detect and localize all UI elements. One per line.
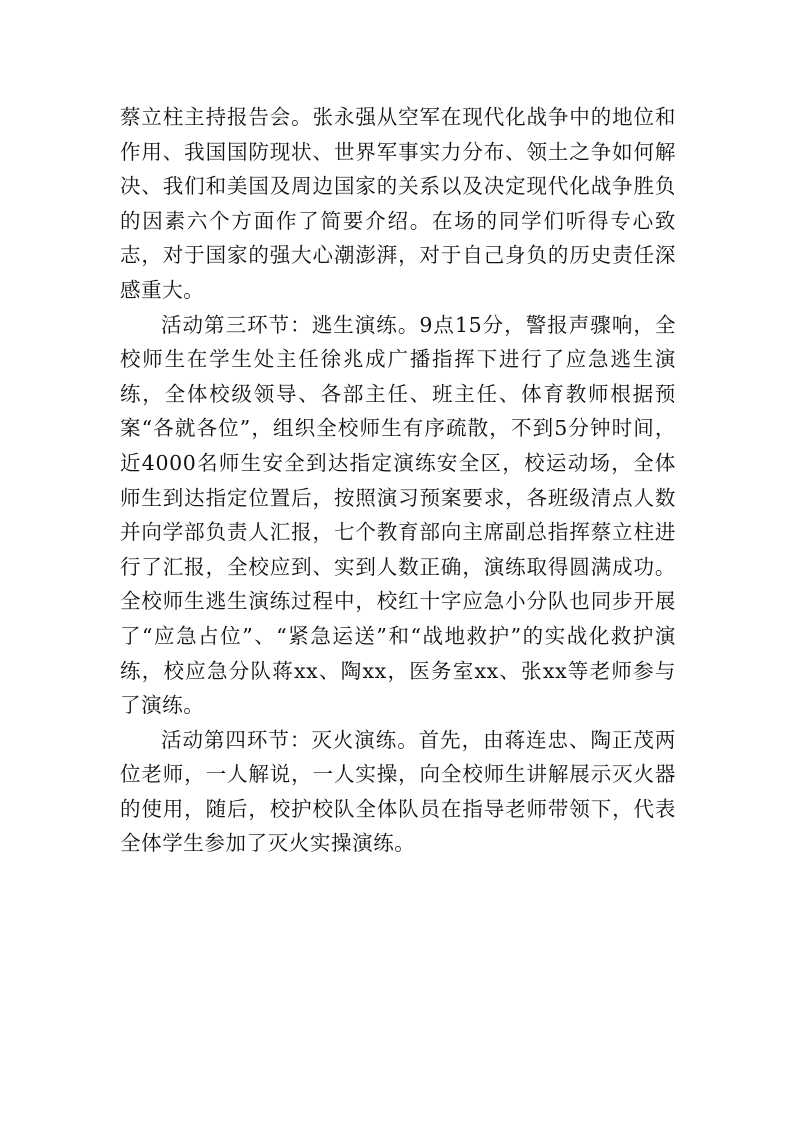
paragraph-fire-drill: 活动第四环节：灭火演练。首先，由蒋连忠、陶正茂两位老师，一人解说，一人实操，向全校师生讲解展示灭火器的使用，随后，校护校队全体队员在指导老师带领下，代表全体学生参加了灭火实操演练。 bbox=[120, 727, 676, 856]
document-body bbox=[120, 100, 676, 861]
paragraph-evacuation-drill: 活动第三环节：逃生演练。9点15分，警报声骤响，全校师生在学生处主任徐兆成广播指挥下进行了应急逃生演练，全体校级领导、各部主任、班主任、体育教师根据预案“各就各位”，组织全校师生有序疏散，不到5分钟时间，近4000名师生安全到达指定演练安全区，校运动场，全体师生到达指定位置后，按照演习预案要求，各班级清点人数并向学部负责人汇报，七个教育部向主席副总指挥蔡立柱进行了汇报，全校应到、实到人数正确，演练取得圆满成功。全校师生逃生演练过程中，校红十字应急小分队也同步开展了“应急占位”、“紧急运送”和“战地救护”的实战化救护演练，校应急分队蒋xx、陶xx，医务室xx、张xx等老师参与了演练。 bbox=[120, 312, 676, 718]
paragraph-speech-summary: 蔡立柱主持报告会。张永强从空军在现代化战争中的地位和作用、我国国防现状、世界军事实力分布、领土之争如何解决、我们和美国及周边国家的关系以及决定现代化战争胜负的因素六个方面作了简要介绍。在场的同学们听得专心致志，对于国家的强大心潮澎湃，对于自己身负的历史责任深感重大。 bbox=[120, 105, 676, 302]
